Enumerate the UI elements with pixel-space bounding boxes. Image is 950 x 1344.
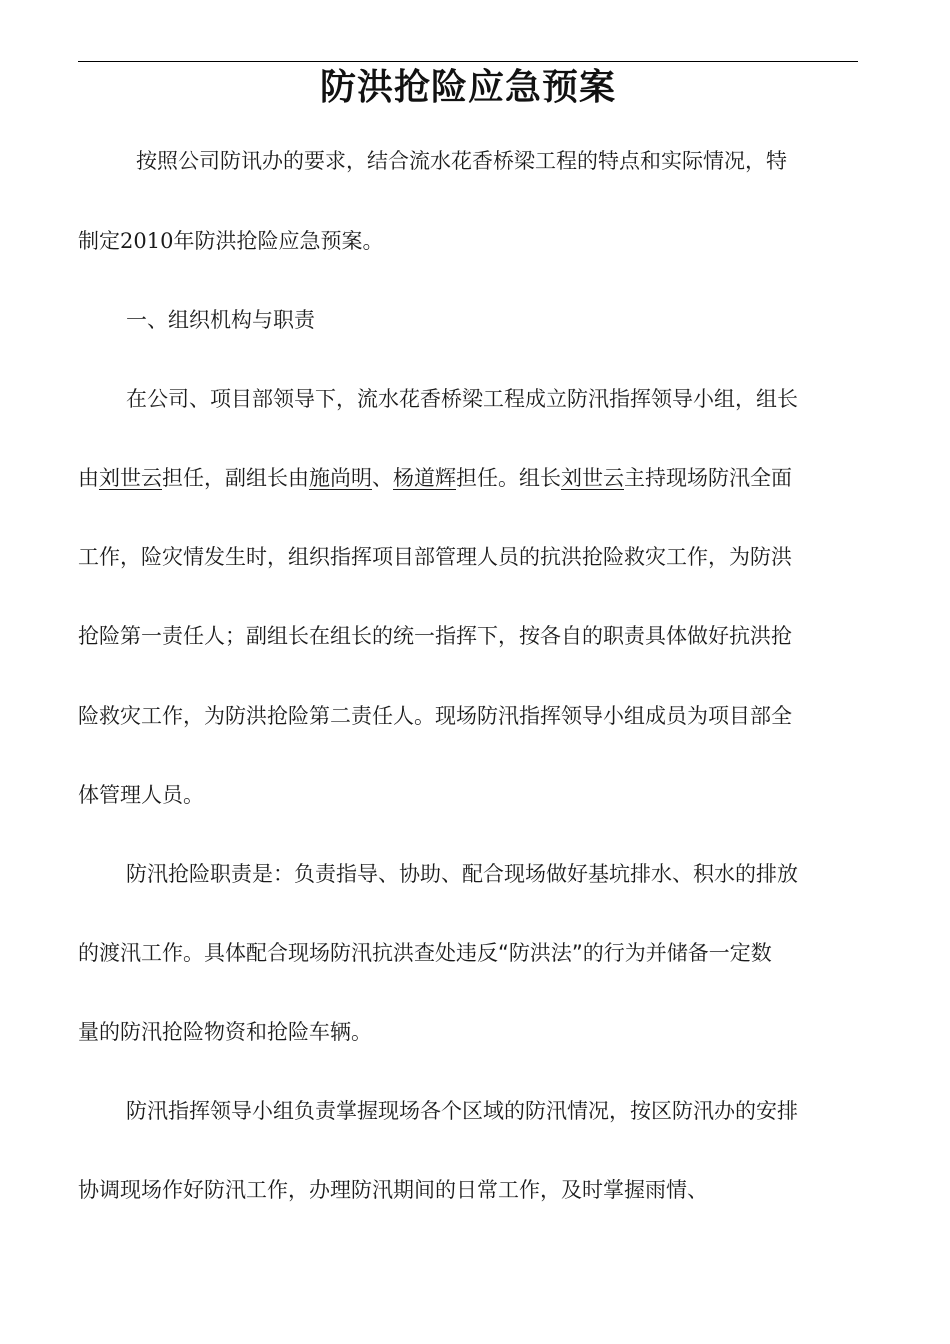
para2-line-1: 防汛抢险职责是：负责指导、协助、配合现场做好基坑排水、积水的排放 <box>126 862 798 886</box>
intro-text: 年防洪抢险应急预案。 <box>173 229 384 253</box>
para3-line-1: 防汛指挥领导小组负责掌握现场各个区域的防汛情况，按区防汛办的安排 <box>126 1099 798 1123</box>
para-text: 主持现场防汛全面 <box>624 466 792 490</box>
para1-line-4: 抢险第一责任人；副组长在组长的统一指挥下，按各自的职责具体做好抗洪抢 <box>78 624 792 648</box>
para-text: 担任，副组长由 <box>162 466 309 490</box>
para1-line-5: 险救灾工作，为防洪抢险第二责任人。现场防汛指挥领导小组成员为项目部全 <box>78 704 792 728</box>
intro-line-2 <box>78 226 868 256</box>
intro-text: 制定 <box>78 229 120 253</box>
para-text: 由 <box>78 466 99 490</box>
person-name: 杨道辉 <box>393 466 456 490</box>
person-name: 刘世云 <box>99 466 162 490</box>
para1-line-1: 在公司、项目部领导下，流水花香桥梁工程成立防汛指挥领导小组，组长 <box>126 387 798 411</box>
section-heading: 一、组织机构与职责 <box>126 308 315 332</box>
para1-line-6: 体管理人员。 <box>78 783 204 807</box>
para1-line-2 <box>78 463 868 493</box>
document-title: 防洪抢险应急预案 <box>319 67 616 108</box>
person-name: 施尚明 <box>309 466 372 490</box>
year-number: 2010 <box>120 229 174 253</box>
para1-line-3: 工作，险灾情发生时，组织指挥项目部管理人员的抗洪抢险救灾工作，为防洪 <box>78 545 792 569</box>
para2-line-2: 的渡汛工作。具体配合现场防汛抗洪查处违反“防洪法”的行为并储备一定数 <box>78 941 772 965</box>
person-name: 刘世云 <box>561 466 624 490</box>
header-rule <box>78 61 858 62</box>
para3-line-2: 协调现场作好防汛工作，办理防汛期间的日常工作，及时掌握雨情、 <box>78 1178 708 1202</box>
para2-line-3: 量的防汛抢险物资和抢险车辆。 <box>78 1020 372 1044</box>
para-text: 、 <box>372 466 393 490</box>
para-text: 担任。组长 <box>456 466 561 490</box>
intro-line-1: 按照公司防讯办的要求，结合流水花香桥梁工程的特点和实际情况，特 <box>136 149 787 173</box>
